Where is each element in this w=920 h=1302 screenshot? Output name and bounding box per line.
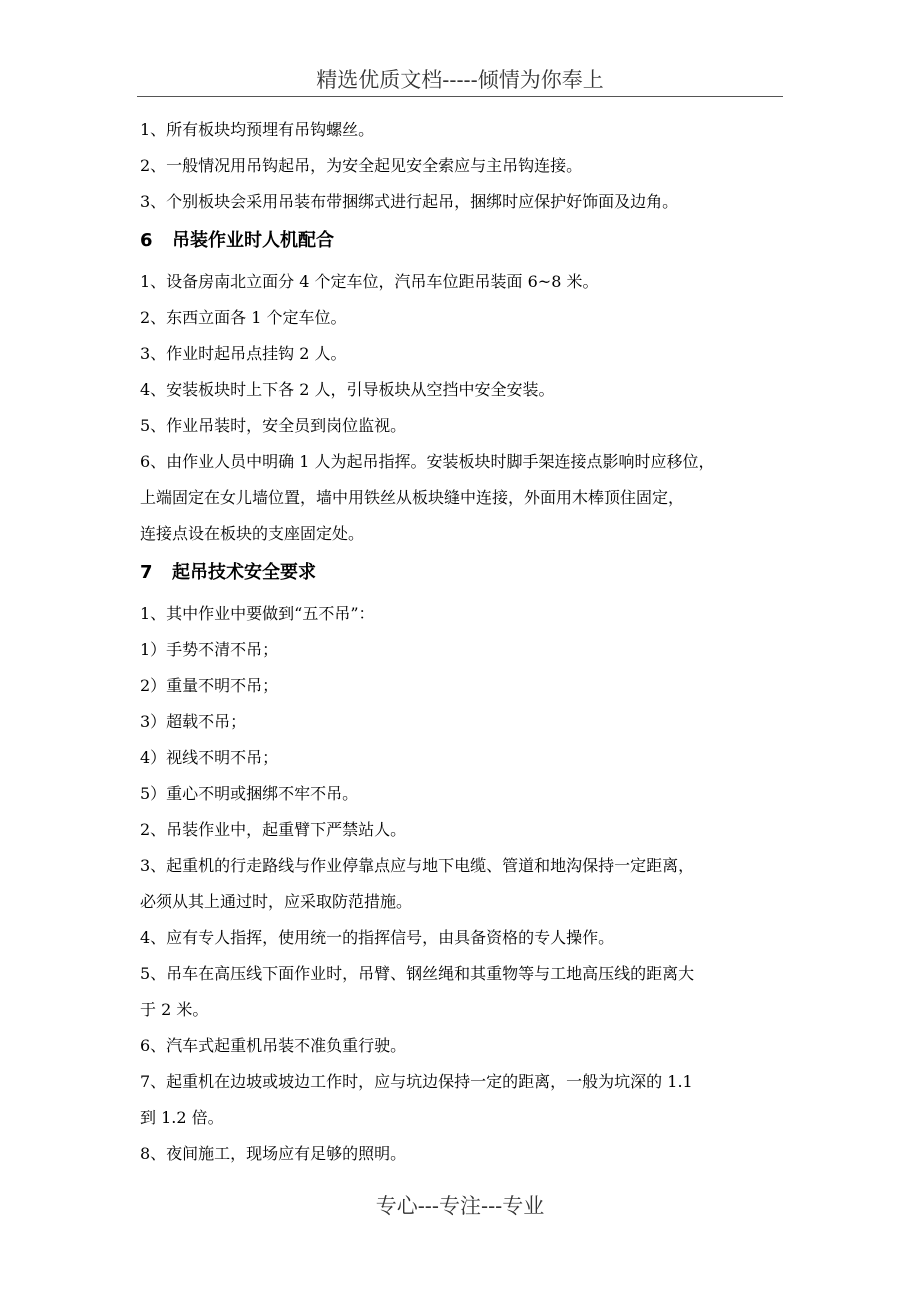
list-item: 必须从其上通过时，应采取防范措施。 [140, 892, 413, 911]
list-item: 4）视线不明不吊； [140, 748, 279, 767]
list-item: 5、作业吊装时，安全员到岗位监视。 [140, 416, 407, 435]
document-body [140, 112, 790, 1172]
list-item: 2、东西立面各 1 个定车位。 [140, 308, 347, 327]
list-item: 于 2 米。 [140, 1000, 209, 1019]
list-item: 7、起重机在边坡或坡边工作时，应与坑边保持一定的距离，一般为坑深的 1.1 [140, 1072, 693, 1091]
list-item: 6、由作业人员中明确 1 人为起吊指挥。安装板块时脚手架连接点影响时应移位， [140, 452, 715, 471]
section-number: 7 [140, 562, 153, 583]
list-item: 2）重量不明不吊； [140, 676, 279, 695]
list-item: 连接点设在板块的支座固定处。 [140, 524, 365, 543]
list-item: 1、所有板块均预埋有吊钩螺丝。 [140, 120, 375, 139]
list-item: 6、汽车式起重机吊装不准负重行驶。 [140, 1036, 407, 1055]
list-item: 1、其中作业中要做到“五不吊”： [140, 604, 375, 623]
list-item: 3）超载不吊； [140, 712, 247, 731]
section-number: 6 [140, 230, 153, 251]
section-heading-6 [140, 230, 790, 252]
list-item: 1、设备房南北立面分 4 个定车位，汽吊车位距吊装面 6~8 米。 [140, 272, 599, 291]
section-title: 起吊技术安全要求 [172, 562, 316, 583]
list-item: 8、夜间施工，现场应有足够的照明。 [140, 1144, 407, 1163]
list-item: 4、应有专人指挥，使用统一的指挥信号，由具备资格的专人操作。 [140, 928, 615, 947]
page-header: 精选优质文档-----倾情为你奉上 [316, 68, 604, 92]
section-heading-7 [140, 562, 790, 584]
list-item: 到 1.2 倍。 [140, 1108, 224, 1127]
list-item: 2、一般情况用吊钩起吊，为安全起见安全索应与主吊钩连接。 [140, 156, 583, 175]
list-item: 3、起重机的行走路线与作业停靠点应与地下电缆、管道和地沟保持一定距离， [140, 856, 695, 875]
page-footer: 专心---专注---专业 [375, 1194, 545, 1218]
list-item: 4、安装板块时上下各 2 人，引导板块从空挡中安全安装。 [140, 380, 555, 399]
list-item: 5、吊车在高压线下面作业时，吊臂、钢丝绳和其重物等与工地高压线的距离大 [140, 964, 695, 983]
list-item: 3、个别板块会采用吊装布带捆绑式进行起吊，捆绑时应保护好饰面及边角。 [140, 192, 679, 211]
list-item: 2、吊装作业中，起重臂下严禁站人。 [140, 820, 407, 839]
header-divider [137, 96, 783, 97]
list-item: 上端固定在女儿墙位置，墙中用铁丝从板块缝中连接，外面用木棒顶住固定， [140, 488, 685, 507]
list-item: 3、作业时起吊点挂钩 2 人。 [140, 344, 347, 363]
section-title: 吊装作业时人机配合 [172, 230, 334, 251]
list-item: 1）手势不清不吊； [140, 640, 279, 659]
list-item: 5）重心不明或捆绑不牢不吊。 [140, 784, 359, 803]
